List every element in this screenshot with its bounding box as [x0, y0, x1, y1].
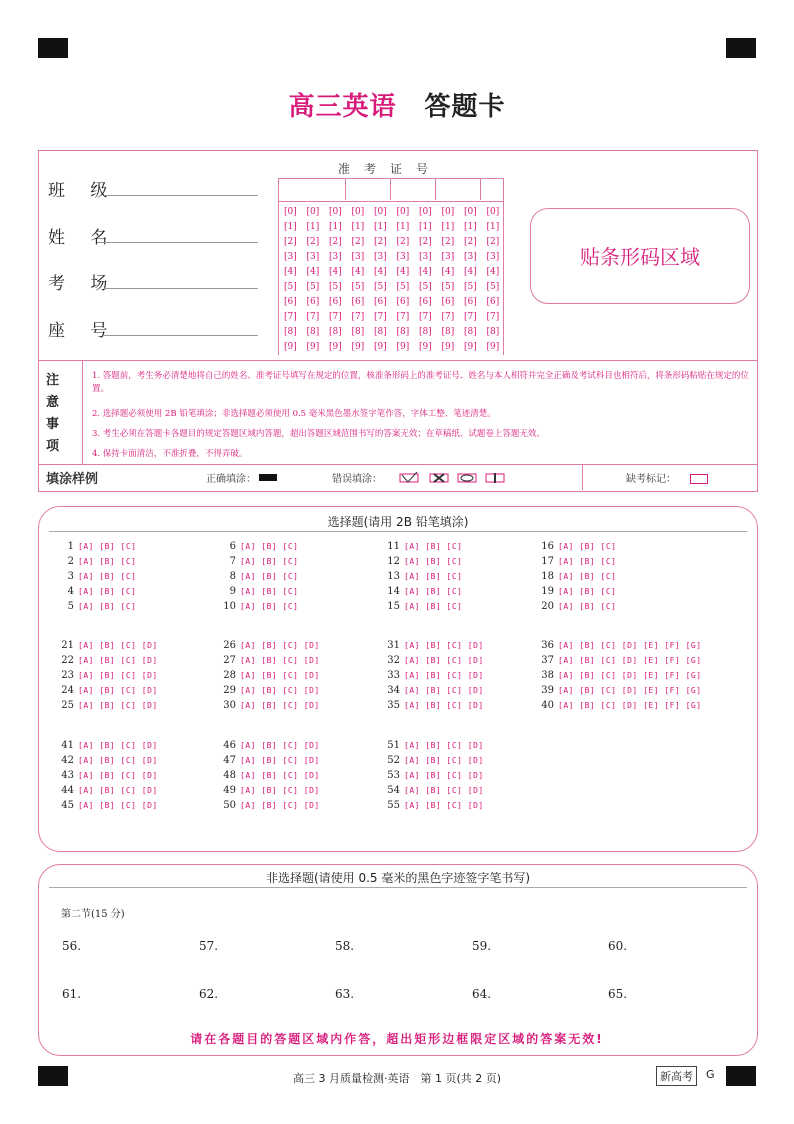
question-30[interactable]: 30 [A] [B] [C] [D] — [223, 700, 320, 711]
class-field[interactable] — [104, 195, 258, 196]
room-field[interactable] — [104, 288, 258, 289]
brand-badge: 新高考 — [656, 1066, 697, 1086]
question-21[interactable]: 21 [A] [B] [C] [D] — [61, 640, 158, 651]
question-17[interactable]: 17 [A] [B] [C] — [541, 556, 617, 567]
question-15[interactable]: 15 [A] [B] [C] — [387, 601, 463, 612]
answer-slot[interactable]: 61. — [62, 987, 82, 1001]
question-38[interactable]: 38 [A] [B] [C] [D] [E] [F] [G] — [541, 670, 702, 681]
bubble-row[interactable]: [1] [1] [1] [1] [1] [1] [1] [1] [1] [1] — [284, 222, 500, 232]
question-43[interactable]: 43 [A] [B] [C] [D] — [61, 770, 158, 781]
question-36[interactable]: 36 [A] [B] [C] [D] [E] [F] [G] — [541, 640, 702, 651]
exam-number-boxes[interactable] — [278, 178, 504, 202]
question-29[interactable]: 29 [A] [B] [C] [D] — [223, 685, 320, 696]
divider — [82, 360, 83, 464]
divider — [390, 178, 391, 200]
wrong-fill-label: 错误填涂： — [332, 474, 382, 485]
correct-fill-sample — [259, 474, 277, 481]
question-54[interactable]: 54 [A] [B] [C] [D] — [387, 785, 484, 796]
class-label: 班 级 — [48, 181, 118, 201]
barcode-label: 贴条形码区域 — [580, 245, 700, 269]
question-27[interactable]: 27 [A] [B] [C] [D] — [223, 655, 320, 666]
question-39[interactable]: 39 [A] [B] [C] [D] [E] [F] [G] — [541, 685, 702, 696]
bubble-row[interactable]: [4] [4] [4] [4] [4] [4] [4] [4] [4] [4] — [284, 267, 500, 277]
question-12[interactable]: 12 [A] [B] [C] — [387, 556, 463, 567]
free-title: 非选择题(请使用 0.5 毫米的黑色字迹签字笔书写) — [265, 871, 531, 885]
question-8[interactable]: 8 [A] [B] [C] — [229, 571, 299, 582]
bubble-row[interactable]: [9] [9] [9] [9] [9] [9] [9] [9] [9] [9] — [284, 342, 500, 352]
question-7[interactable]: 7 [A] [B] [C] — [229, 556, 299, 567]
question-46[interactable]: 46 [A] [B] [C] [D] — [223, 740, 320, 751]
bubble-row[interactable]: [5] [5] [5] [5] [5] [5] [5] [5] [5] [5] — [284, 282, 500, 292]
bubble-row[interactable]: [0] [0] [0] [0] [0] [0] [0] [0] [0] [0] — [284, 207, 500, 217]
answer-slot[interactable]: 59. — [472, 939, 492, 953]
registration-mark — [726, 38, 756, 58]
wrong-fill-samples — [398, 471, 508, 485]
divider — [345, 178, 346, 200]
free-response-section — [38, 864, 758, 1056]
question-31[interactable]: 31 [A] [B] [C] [D] — [387, 640, 484, 651]
question-34[interactable]: 34 [A] [B] [C] [D] — [387, 685, 484, 696]
question-19[interactable]: 19 [A] [B] [C] — [541, 586, 617, 597]
question-50[interactable]: 50 [A] [B] [C] [D] — [223, 800, 320, 811]
divider — [435, 178, 436, 200]
subject-title: 高三英语 — [288, 92, 397, 122]
question-2[interactable]: 2 [A] [B] [C] — [67, 556, 137, 567]
question-55[interactable]: 55 [A] [B] [C] [D] — [387, 800, 484, 811]
question-40[interactable]: 40 [A] [B] [C] [D] [E] [F] [G] — [541, 700, 702, 711]
room-label: 考 场 — [48, 274, 118, 294]
question-35[interactable]: 35 [A] [B] [C] [D] — [387, 700, 484, 711]
absent-label: 缺考标记： — [626, 474, 676, 485]
divider — [38, 464, 757, 465]
question-16[interactable]: 16 [A] [B] [C] — [541, 541, 617, 552]
answer-slot[interactable]: 56. — [62, 939, 82, 953]
question-47[interactable]: 47 [A] [B] [C] [D] — [223, 755, 320, 766]
page-footer: 高三 3 月质量检测·英语 第 1 页(共 2 页) — [292, 1072, 502, 1085]
answer-slot[interactable]: 64. — [472, 987, 492, 1001]
question-28[interactable]: 28 [A] [B] [C] [D] — [223, 670, 320, 681]
answer-slot[interactable]: 65. — [608, 987, 628, 1001]
page-title — [0, 86, 794, 123]
fill-sample-label: 填涂样例 — [46, 472, 99, 487]
correct-fill-label: 正确填涂： — [206, 474, 256, 485]
question-45[interactable]: 45 [A] [B] [C] [D] — [61, 800, 158, 811]
question-52[interactable]: 52 [A] [B] [C] [D] — [387, 755, 484, 766]
name-field[interactable] — [104, 242, 258, 243]
question-4[interactable]: 4 [A] [B] [C] — [67, 586, 137, 597]
question-26[interactable]: 26 [A] [B] [C] [D] — [223, 640, 320, 651]
note-item: 4. 保持卡面清洁，不准折叠，不得弄破。 — [92, 449, 248, 459]
question-13[interactable]: 13 [A] [B] [C] — [387, 571, 463, 582]
barcode-area — [530, 208, 750, 304]
question-44[interactable]: 44 [A] [B] [C] [D] — [61, 785, 158, 796]
bubble-row[interactable]: [8] [8] [8] [8] [8] [8] [8] [8] [8] [8] — [284, 327, 500, 337]
answer-slot[interactable]: 63. — [335, 987, 355, 1001]
seat-field[interactable] — [104, 335, 258, 336]
divider — [480, 178, 481, 200]
note-item: 2. 选择题必须使用 2B 铅笔填涂；非选择题必须使用 0.5 毫米黑色墨水签字笔作答，字体工整、笔迹清楚。 — [92, 409, 496, 419]
question-18[interactable]: 18 [A] [B] [C] — [541, 571, 617, 582]
bubble-row[interactable]: [7] [7] [7] [7] [7] [7] [7] [7] [7] [7] — [284, 312, 500, 322]
question-42[interactable]: 42 [A] [B] [C] [D] — [61, 755, 158, 766]
question-14[interactable]: 14 [A] [B] [C] — [387, 586, 463, 597]
mc-title: 选择题(请用 2B 铅笔填涂) — [327, 515, 469, 529]
card-title: 答题卡 — [424, 92, 506, 122]
question-9[interactable]: 9 [A] [B] [C] — [229, 586, 299, 597]
name-label: 姓 名 — [48, 228, 118, 248]
section-label: 第二节(15 分) — [61, 909, 125, 920]
warning-text: 请在各题目的答题区域内作答，超出矩形边框限定区域的答案无效! — [190, 1032, 604, 1046]
question-24[interactable]: 24 [A] [B] [C] [D] — [61, 685, 158, 696]
question-48[interactable]: 48 [A] [B] [C] [D] — [223, 770, 320, 781]
question-41[interactable]: 41 [A] [B] [C] [D] — [61, 740, 158, 751]
question-1[interactable]: 1 [A] [B] [C] — [67, 541, 137, 552]
question-33[interactable]: 33 [A] [B] [C] [D] — [387, 670, 484, 681]
note-item: 1. 答题前，考生务必清楚地将自己的姓名、准考证号填写在规定的位置，核准条形码上的准考证号、姓名与本人相符并完全正确及考试科目也相符后，将条形码粘贴在规定的位置。 — [92, 371, 749, 394]
answer-slot[interactable]: 57. — [199, 939, 219, 953]
question-51[interactable]: 51 [A] [B] [C] [D] — [387, 740, 484, 751]
question-20[interactable]: 20 [A] [B] [C] — [541, 601, 617, 612]
question-25[interactable]: 25 [A] [B] [C] [D] — [61, 700, 158, 711]
answer-slot[interactable]: 58. — [335, 939, 355, 953]
question-6[interactable]: 6 [A] [B] [C] — [229, 541, 299, 552]
note-item: 3. 考生必须在答题卡各题目的规定答题区域内答题，超出答题区域范围书写的答案无效；在草稿纸、试题卷上答题无效。 — [92, 429, 545, 439]
question-22[interactable]: 22 [A] [B] [C] [D] — [61, 655, 158, 666]
form-code: G — [706, 1068, 715, 1081]
divider — [38, 360, 757, 361]
bubble-row[interactable]: [3] [3] [3] [3] [3] [3] [3] [3] [3] [3] — [284, 252, 500, 262]
bubble-row[interactable]: [6] [6] [6] [6] [6] [6] [6] [6] [6] [6] — [284, 297, 500, 307]
answer-slot[interactable]: 60. — [608, 939, 628, 953]
seat-label: 座 号 — [48, 321, 118, 341]
absent-box[interactable] — [690, 474, 708, 484]
notes-heading: 注意事项 — [46, 373, 60, 454]
question-5[interactable]: 5 [A] [B] [C] — [67, 601, 137, 612]
bubble-row[interactable]: [2] [2] [2] [2] [2] [2] [2] [2] [2] [2] — [284, 237, 500, 247]
question-23[interactable]: 23 [A] [B] [C] [D] — [61, 670, 158, 681]
question-53[interactable]: 53 [A] [B] [C] [D] — [387, 770, 484, 781]
exam-number-label: 准考证号 — [337, 162, 442, 176]
registration-mark — [38, 38, 68, 58]
question-32[interactable]: 32 [A] [B] [C] [D] — [387, 655, 484, 666]
question-3[interactable]: 3 [A] [B] [C] — [67, 571, 137, 582]
divider — [49, 887, 747, 888]
question-10[interactable]: 10 [A] [B] [C] — [223, 601, 299, 612]
exam-number-bubbles[interactable] — [284, 207, 509, 357]
question-11[interactable]: 11 [A] [B] [C] — [387, 541, 463, 552]
question-49[interactable]: 49 [A] [B] [C] [D] — [223, 785, 320, 796]
answer-slot[interactable]: 62. — [199, 987, 219, 1001]
question-37[interactable]: 37 [A] [B] [C] [D] [E] [F] [G] — [541, 655, 702, 666]
divider — [49, 531, 747, 532]
divider — [582, 464, 583, 490]
